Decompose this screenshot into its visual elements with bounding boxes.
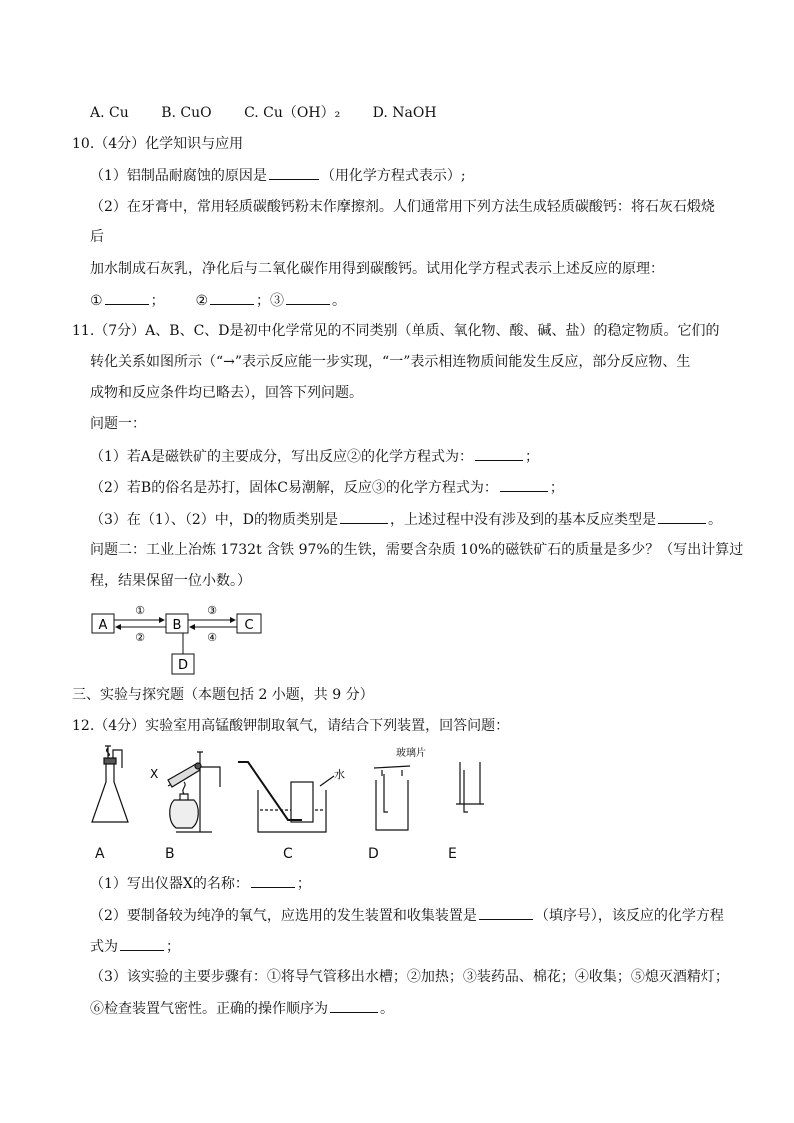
q12-s3-tail: 。 bbox=[380, 1001, 394, 1017]
q10-part2: （2）在牙膏中，常用轻质碳酸钙粉末作摩擦剂。人们通常用下列方法生成轻质碳酸钙：将石灰石煅烧 bbox=[90, 199, 715, 215]
q9-options bbox=[90, 103, 465, 123]
q11-problem1: 问题一： bbox=[90, 416, 146, 432]
q11-s3-tail: 。 bbox=[707, 512, 722, 528]
q10-p1-text: （1）铝制品耐腐蚀的原因是 bbox=[90, 168, 267, 184]
reaction-3: ③ bbox=[207, 604, 217, 617]
q10-title: 10.（4分）化学知识与应用 bbox=[72, 136, 244, 152]
label-b: B bbox=[172, 618, 182, 633]
apparatus-e bbox=[456, 762, 484, 812]
q12-title: 12.（4分）实验室用高锰酸钾制取氧气，请结合下列装置，回答问题： bbox=[72, 718, 510, 734]
answer-blank[interactable] bbox=[658, 509, 706, 524]
answer-blank[interactable] bbox=[330, 998, 378, 1013]
q10-part1 bbox=[90, 165, 466, 186]
q12-s2-text: （2）要制备较为纯净的氧气，应选用的发生装置和收集装置是 bbox=[90, 908, 477, 924]
q11-problem2-cont: 程，结果保留一位小数。） bbox=[90, 573, 251, 589]
x-label: X bbox=[150, 767, 159, 781]
apparatus-label-e: E bbox=[448, 846, 457, 862]
q12-sub3-cont bbox=[90, 998, 394, 1019]
apparatus-label-c: C bbox=[283, 846, 293, 862]
section-3-heading: 三、实验与探究题（本题包括 2 小题，共 9 分） bbox=[72, 687, 374, 703]
option-b: B. CuO bbox=[161, 105, 212, 121]
q11-s1-text: （1）若A是磁铁矿的主要成分，写出反应②的化学方程式为： bbox=[90, 449, 474, 465]
option-d: D. NaOH bbox=[372, 105, 437, 121]
period: 。 bbox=[332, 293, 347, 309]
label-c: C bbox=[244, 618, 254, 633]
separator: ； bbox=[150, 293, 165, 309]
q10-answers bbox=[90, 290, 346, 311]
q12-s1-text: （1）写出仪器X的名称： bbox=[90, 876, 249, 892]
marker-2: ② bbox=[195, 293, 209, 309]
q11-s1-tail: ； bbox=[525, 449, 540, 465]
separator: ；③ bbox=[256, 293, 285, 309]
q11-s3-mid: ，上述过程中没有涉及到的基本反应类型是 bbox=[389, 512, 656, 528]
q11-sub1 bbox=[90, 446, 539, 467]
apparatus-label-a: A bbox=[95, 846, 105, 862]
q12-s1-tail: ； bbox=[296, 876, 311, 892]
answer-blank[interactable] bbox=[479, 905, 533, 920]
q12-sub2-cont bbox=[90, 936, 180, 957]
q11-sub2 bbox=[90, 477, 564, 498]
q11-s2-text: （2）若B的俗名是苏打，固体C易潮解，反应③的化学方程式为： bbox=[90, 480, 498, 496]
answer-blank[interactable] bbox=[210, 290, 254, 305]
label-d: D bbox=[177, 658, 189, 673]
option-c: C. Cu（OH）₂ bbox=[244, 105, 341, 121]
q12-s3-text: ⑥检查装置气密性。正确的操作顺序为 bbox=[90, 1001, 328, 1017]
apparatus-figure bbox=[88, 742, 508, 842]
option-a: A. Cu bbox=[90, 105, 129, 121]
answer-blank[interactable] bbox=[340, 509, 388, 524]
answer-blank[interactable] bbox=[500, 477, 548, 492]
reaction-4: ④ bbox=[207, 631, 217, 644]
label-a: A bbox=[98, 618, 108, 633]
answer-blank[interactable] bbox=[269, 165, 319, 180]
q12-s2-cont-text: 式为 bbox=[90, 939, 118, 955]
q11-line3: 成物和反应条件均已略去），回答下列问题。 bbox=[90, 385, 363, 401]
apparatus-b bbox=[168, 752, 220, 832]
q11-s3-text: （3）在（1）、（2）中，D的物质类别是 bbox=[90, 512, 338, 528]
apparatus-d bbox=[374, 766, 410, 830]
apparatus-label-b: B bbox=[165, 846, 175, 862]
reaction-2: ② bbox=[135, 631, 145, 644]
q12-sub3: （3）该实验的主要步骤有：①将导气管移出水槽；②加热；③装药品、棉花；④收集；⑤熄灭酒精灯； bbox=[90, 969, 729, 985]
q11-sub3 bbox=[90, 509, 722, 530]
answer-blank[interactable] bbox=[120, 936, 164, 951]
q11-line2: 转化关系如图所示（“→”表示反应能一步实现，“一”表示相连物质间能发生反应，部分反应物、生 bbox=[90, 354, 691, 370]
apparatus-a bbox=[92, 746, 128, 822]
answer-blank[interactable] bbox=[286, 290, 330, 305]
reaction-1: ① bbox=[135, 604, 145, 617]
q11-s2-tail: ； bbox=[549, 480, 564, 496]
q10-part2-cont: 后 bbox=[90, 229, 104, 245]
q10-part2-text: 加水制成石灰乳，净化后与二氧化碳作用得到碳酸钙。试用化学方程式表示上述反应的原理： bbox=[90, 261, 664, 277]
q11-line1: 11.（7分）A、B、C、D是初中化学常见的不同类别（单质、氧化物、酸、碱、盐）的稳定物质。它们的 bbox=[72, 323, 720, 339]
marker-1: ① bbox=[90, 293, 103, 309]
apparatus-c bbox=[238, 762, 334, 832]
conversion-diagram bbox=[90, 600, 280, 678]
apparatus-label-d: D bbox=[368, 846, 379, 862]
answer-blank[interactable] bbox=[475, 446, 523, 461]
answer-blank[interactable] bbox=[105, 290, 149, 305]
q12-s2-mid: （填序号），该反应的化学方程 bbox=[534, 908, 724, 924]
q12-sub1 bbox=[90, 873, 311, 894]
q12-s2-tail: ； bbox=[166, 939, 180, 955]
q11-problem2: 问题二：工业上冶炼 1732t 含铁 97%的生铁，需要含杂质 10%的磁铁矿石的质量是多少？（写出计算过 bbox=[90, 542, 744, 558]
answer-blank[interactable] bbox=[251, 873, 295, 888]
water-label: 水 bbox=[334, 768, 345, 781]
q10-p1-tail: （用化学方程式表示）; bbox=[320, 168, 466, 184]
glass-plate-label: 玻璃片 bbox=[396, 748, 426, 759]
q12-sub2 bbox=[90, 905, 724, 926]
